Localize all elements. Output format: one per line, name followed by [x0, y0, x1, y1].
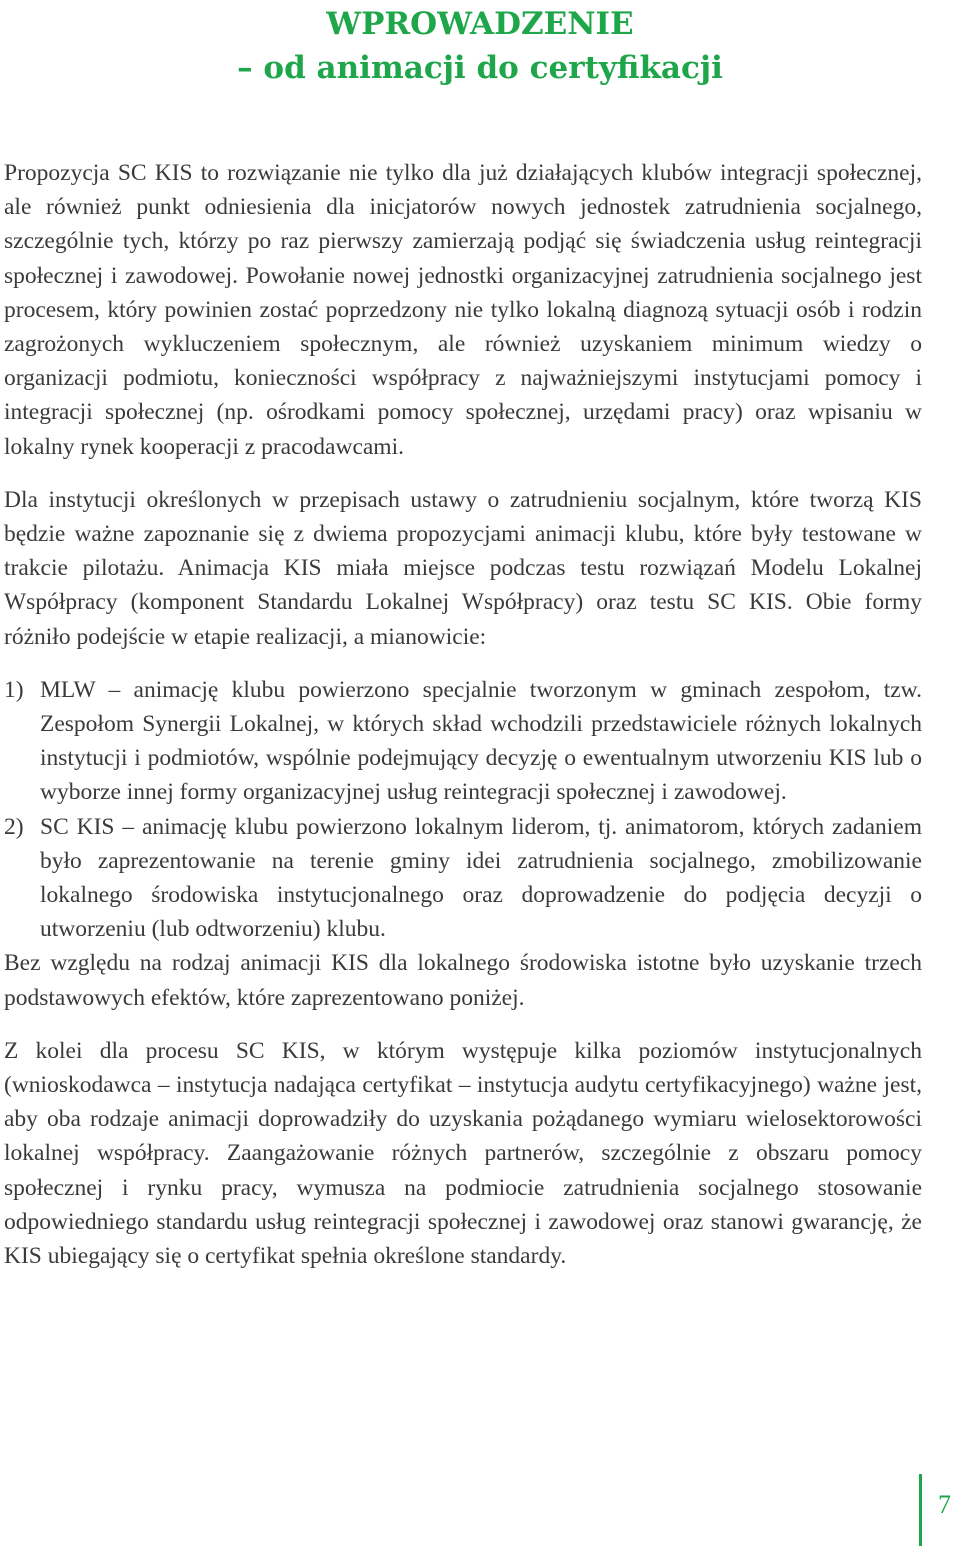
paragraph-intro: Propozycja SC KIS to rozwiązanie nie tylko dla już działających klubów integracji społecznej, ale również punkt odniesienia dla inicjatorów nowych jednostek zatrudnienia socjalnego, szczególnie tych, którzy po raz pierwszy zamierzają podjąć się świadczenia usług reintegracji społecznej i zawodowej. Powołanie nowej jednostki organizacyjnej zatrudnienia socjalnego jest procesem, który powinien zostać poprzedzony nie tylko lokalną diagnozą sytuacji osób i rodzin zagrożonych wykluczeniem społecznym, ale również uzyskaniem minimum wiedzy o organizacji podmiotu, konieczności współpracy z najważniejszymi instytucjami pomocy i integracji społecznej (np. ośrodkami pomocy społecznej, urzędami pracy) oraz wpisaniu w lokalny rynek kooperacji z pracodawcami. [4, 160, 922, 460]
title-line-2: – od animacji do certyfikacji [237, 50, 723, 86]
list-item-number: 1) [4, 676, 24, 703]
title-line-1: WPROWADZENIE [326, 6, 634, 42]
body-text [4, 156, 922, 1273]
page-number-rule [919, 1474, 922, 1546]
list-item-number: 2) [4, 813, 24, 840]
list-item-text: SC KIS – animację klubu powierzono lokalnym liderom, tj. animatorom, których zadaniem było zaprezentowanie na terenie gminy idei zatrudnienia socjalnego, zmobilizowanie lokalnego środowiska instytucjonalnego oraz doprowadzenie do podjęcia decyzji o utworzeniu (lub odtworzeniu) klubu. [40, 813, 922, 943]
animation-forms-list [4, 673, 922, 947]
list-item [4, 810, 922, 947]
paragraph-certification: Z kolei dla procesu SC KIS, w którym występuje kilka poziomów instytucjonalnych (wnioskodawca – instytucja nadająca certyfikat – instytucja audytu certyfikacyjnego) ważne jest, aby oba rodzaje animacji doprowadziły do uzyskania pożądanego wymiaru wielosektorowości lokalnej współpracy. Zaangażowanie różnych partnerów, szczególnie z obszaru pomocy społecznej i rynku pracy, wymusza na podmiocie zatrudnienia socjalnego stosowanie odpowiedniego standardu usług reintegracji społecznej i zawodowej oraz stanowi gwarancję, że KIS ubiegający się o certyfikat spełnia określone standardy. [4, 1037, 922, 1270]
page-number: 7 [938, 1490, 951, 1519]
paragraph-effects: Bez względu na rodzaj animacji KIS dla lokalnego środowiska istotne było uzyskanie trzech podstawowych efektów, które zaprezentowano poniżej. [4, 950, 922, 1011]
paragraph-institutions: Dla instytucji określonych w przepisach ustawy o zatrudnieniu socjalnym, które tworzą KIS będzie ważne zapoznanie się z dwiema propozycjami animacji klubu, które były testowane w trakcie pilotażu. Animacja KIS miała miejsce podczas testu rozwiązań Modelu Lokalnej Współpracy (komponent Standardu Lokalnej Współpracy) oraz testu SC KIS. Obie formy różniło podejście w etapie realizacji, a mianowicie: [4, 486, 922, 650]
list-item-text: MLW – animację klubu powierzono specjalnie tworzonym w gminach zespołom, tzw. Zespołom Synergii Lokalnej, w których skład wchodzili przedstawiciele różnych lokalnych instytucji i podmiotów, wspólnie podejmujący decyzję o ewentualnym utworzeniu KIS lub o wyborze innej formy organizacyjnej usług reintegracji społecznej i zawodowej. [40, 676, 922, 806]
list-item [4, 673, 922, 810]
page-title [0, 2, 960, 90]
